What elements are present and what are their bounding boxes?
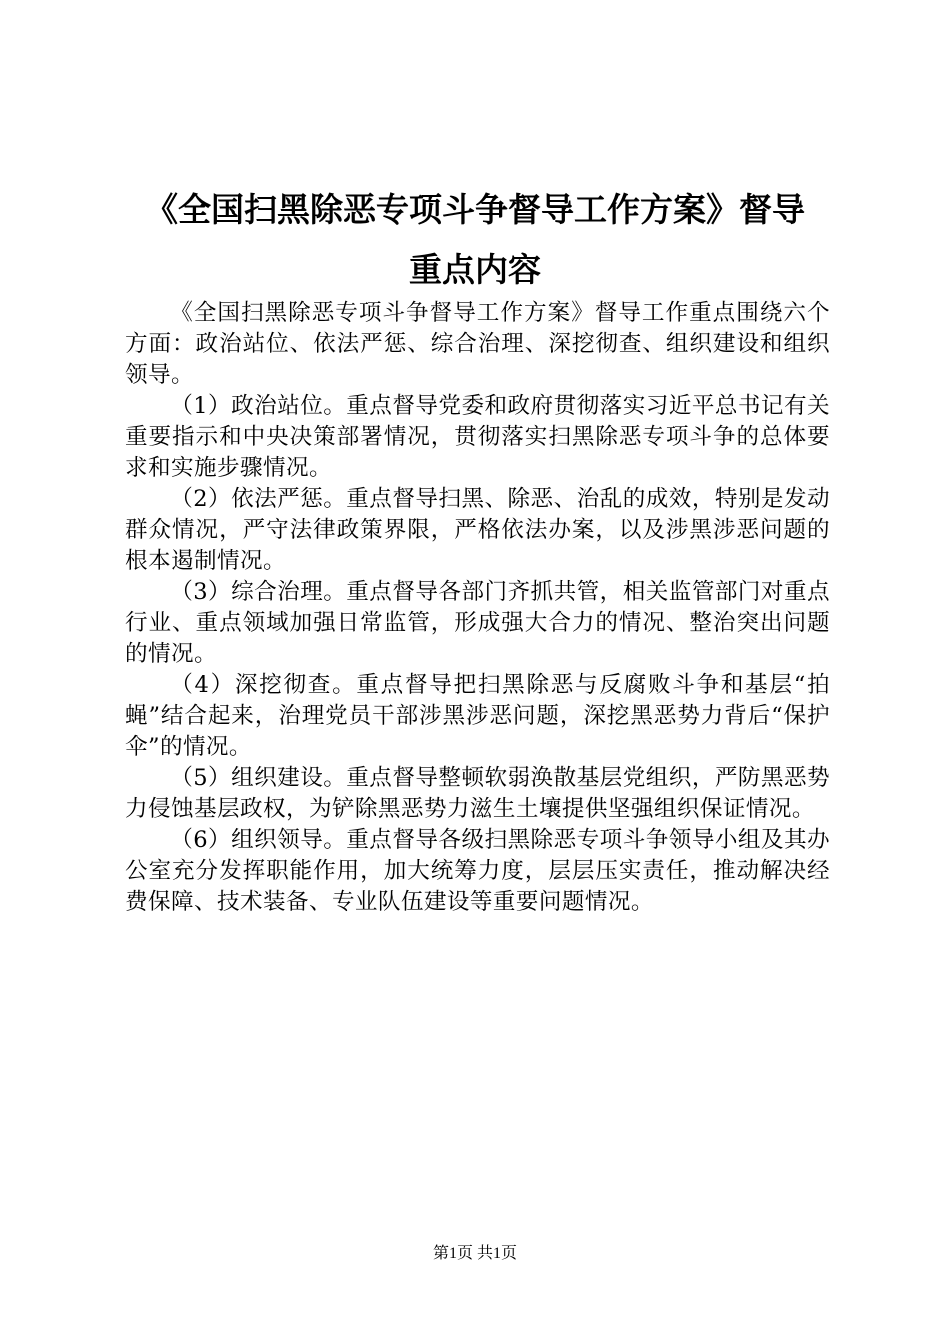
- intro-paragraph: 《全国扫黑除恶专项斗争督导工作方案》督导工作重点围绕六个方面：政治站位、依法严惩、综合治理、深挖彻查、组织建设和组织领导。: [125, 300, 830, 388]
- paragraph-political-stance: （1）政治站位。重点督导党委和政府贯彻落实习近平总书记有关重要指示和中央决策部署情况，贯彻落实扫黑除恶专项斗争的总体要求和实施步骤情况。: [125, 393, 830, 481]
- paragraph-comprehensive-governance: （3）综合治理。重点督导各部门齐抓共管，相关监管部门对重点行业、重点领域加强日常监管，形成强大合力的情况、整治突出问题的情况。: [125, 579, 830, 667]
- paragraph-strict-punishment: （2）依法严惩。重点督导扫黑、除恶、治乱的成效，特别是发动群众情况，严守法律政策界限，严格依法办案，以及涉黑涉恶问题的根本遏制情况。: [125, 486, 830, 574]
- paragraph-organization-leadership: （6）组织领导。重点督导各级扫黑除恶专项斗争领导小组及其办公室充分发挥职能作用，加大统筹力度，层层压实责任，推动解决经费保障、技术装备、专业队伍建设等重要问题情况。: [125, 827, 830, 915]
- paragraph-organization-building: （5）组织建设。重点督导整顿软弱涣散基层党组织，严防黑恶势力侵蚀基层政权，为铲除黑恶势力滋生土壤提供坚强组织保证情况。: [125, 765, 830, 822]
- document-body: [125, 298, 830, 918]
- document-title-line-1: 《全国扫黑除恶专项斗争督导工作方案》督导: [145, 190, 805, 229]
- document-title-line-2: 重点内容: [409, 250, 541, 289]
- paragraph-thorough-investigation: （4）深挖彻查。重点督导把扫黑除恶与反腐败斗争和基层“拍蝇”结合起来，治理党员干部涉黑涉恶问题，深挖黑恶势力背后“保护伞”的情况。: [125, 672, 830, 760]
- page-footer: 第1页 共1页: [432, 1245, 517, 1262]
